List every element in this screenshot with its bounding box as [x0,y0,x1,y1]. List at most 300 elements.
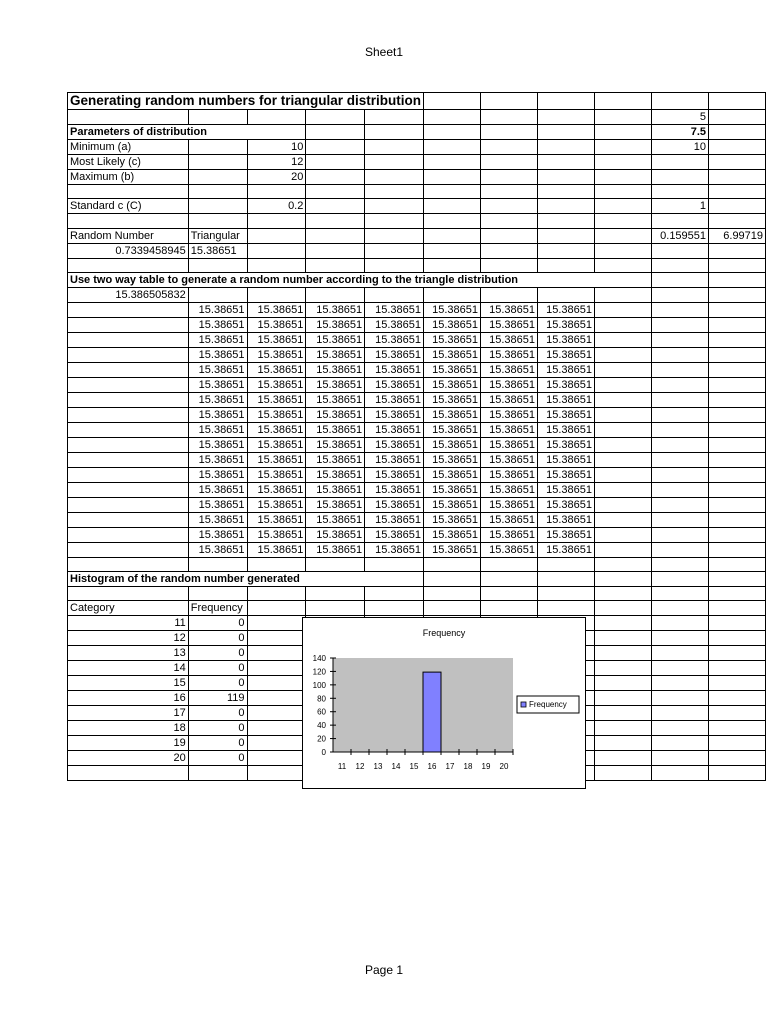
x-tick-label: 17 [445,762,455,771]
empty-cell [424,243,481,258]
empty-cell [595,93,652,110]
empty-cell [538,587,595,601]
empty-cell [709,377,766,392]
two-way-cell: 15.38651 [481,317,538,332]
two-way-cell: 15.38651 [247,467,306,482]
histogram-frequency: 0 [188,661,247,676]
two-way-cell: 15.38651 [365,527,424,542]
two-way-cell: 15.38651 [247,512,306,527]
two-way-row [68,452,766,467]
empty-cell [538,93,595,110]
two-way-row [68,302,766,317]
two-way-row [68,392,766,407]
empty-cell [595,258,652,272]
cell [68,377,189,392]
two-way-top-value: 15.386505832 [68,287,189,302]
sheet-row [68,587,766,601]
empty-cell [595,317,652,332]
empty-cell [652,467,709,482]
x-tick-label: 20 [499,762,509,771]
empty-cell [709,691,766,706]
empty-cell [595,527,652,542]
empty-cell [709,214,766,228]
two-way-cell: 15.38651 [538,302,595,317]
two-way-cell: 15.38651 [365,332,424,347]
two-way-cell: 15.38651 [188,482,247,497]
empty-cell [424,214,481,228]
empty-cell [68,587,189,601]
cell [424,199,481,214]
histogram-category: 19 [68,736,189,751]
cell [538,140,595,155]
side-value-top: 5 [652,110,709,125]
empty-cell [652,512,709,527]
empty-cell [424,572,481,587]
two-way-cell: 15.38651 [424,542,481,557]
empty-cell [306,185,365,199]
empty-cell [595,706,652,721]
empty-cell [709,736,766,751]
two-way-cell: 15.38651 [247,437,306,452]
empty-cell [652,661,709,676]
empty-cell [652,332,709,347]
histogram-frequency: 0 [188,616,247,631]
empty-cell [247,587,306,601]
empty-cell [709,93,766,110]
empty-cell [595,302,652,317]
two-way-cell: 15.38651 [188,407,247,422]
sheet-row [68,185,766,199]
empty-cell [538,557,595,571]
two-way-cell: 15.38651 [481,512,538,527]
two-way-cell: 15.38651 [188,467,247,482]
side-value-bold: 7.5 [652,125,709,140]
two-way-cell: 15.38651 [188,512,247,527]
two-way-cell: 15.38651 [481,347,538,362]
empty-cell [424,185,481,199]
cell [68,512,189,527]
two-way-cell: 15.38651 [481,302,538,317]
empty-cell [595,243,652,258]
two-way-row [68,512,766,527]
empty-cell [652,766,709,780]
cell [595,110,652,125]
two-way-cell: 15.38651 [247,542,306,557]
two-way-cell: 15.38651 [538,347,595,362]
two-way-cell: 15.38651 [481,497,538,512]
two-way-cell: 15.38651 [481,467,538,482]
two-way-cell: 15.38651 [188,377,247,392]
histogram-category: 16 [68,691,189,706]
empty-cell [652,542,709,557]
empty-cell [538,287,595,302]
empty-cell [709,317,766,332]
empty-cell [652,407,709,422]
sheet-row [68,228,766,243]
cell [365,125,424,140]
empty-cell [652,616,709,631]
two-way-cell: 15.38651 [424,467,481,482]
two-way-cell: 15.38651 [306,437,365,452]
empty-cell [652,631,709,646]
x-tick-label: 12 [355,762,365,771]
empty-cell [709,467,766,482]
x-tick-label: 18 [463,762,473,771]
histogram-heading: Histogram of the random number generated [68,572,424,587]
two-way-cell: 15.38651 [538,317,595,332]
two-way-cell: 15.38651 [247,377,306,392]
two-way-cell: 15.38651 [306,527,365,542]
two-way-cell: 15.38651 [365,452,424,467]
cell [68,452,189,467]
empty-cell [595,736,652,751]
empty-cell [68,557,189,571]
two-way-cell: 15.38651 [424,302,481,317]
rn-side-value-1: 0.159551 [652,228,709,243]
two-way-cell: 15.38651 [424,407,481,422]
cell [68,542,189,557]
two-way-cell: 15.38651 [306,347,365,362]
cell [188,199,247,214]
empty-cell [709,287,766,302]
two-way-cell: 15.38651 [365,467,424,482]
two-way-row [68,467,766,482]
empty-cell [306,243,365,258]
cell [365,228,424,243]
empty-cell [709,452,766,467]
cell [68,317,189,332]
cell [481,199,538,214]
two-way-row [68,497,766,512]
two-way-cell: 15.38651 [538,362,595,377]
cell [68,110,189,125]
empty-cell [247,751,306,766]
two-way-cell: 15.38651 [365,362,424,377]
empty-cell [481,557,538,571]
x-tick-label: 14 [391,762,401,771]
two-way-cell: 15.38651 [424,512,481,527]
random-number-value: 0.7339458945 [68,243,189,258]
bar-16 [423,672,441,752]
empty-cell [481,214,538,228]
frequency-header: Frequency [188,601,247,616]
empty-cell [481,185,538,199]
two-way-cell: 15.38651 [481,452,538,467]
two-way-cell: 15.38651 [538,527,595,542]
empty-cell [247,736,306,751]
empty-cell [306,258,365,272]
empty-cell [595,572,652,587]
empty-cell [709,676,766,691]
histogram-frequency: 0 [188,706,247,721]
two-way-cell: 15.38651 [247,347,306,362]
empty-cell [709,407,766,422]
param-value: 20 [247,170,306,185]
two-way-cell: 15.38651 [247,362,306,377]
two-way-cell: 15.38651 [481,332,538,347]
cell [595,140,652,155]
two-way-cell: 15.38651 [424,482,481,497]
cell [68,467,189,482]
sheet-title: Generating random numbers for triangular distribution [68,93,424,110]
empty-cell [595,170,652,185]
empty-cell [595,676,652,691]
cell [68,332,189,347]
empty-cell [709,437,766,452]
two-way-cell: 15.38651 [538,497,595,512]
two-way-cell: 15.38651 [424,347,481,362]
cell [538,125,595,140]
param-row [68,170,766,185]
empty-cell [652,676,709,691]
two-way-cell: 15.38651 [365,422,424,437]
two-way-cell: 15.38651 [365,542,424,557]
two-way-cell: 15.38651 [538,542,595,557]
y-tick-label: 100 [312,680,326,690]
frequency-chart [302,617,586,789]
empty-cell [595,557,652,571]
sheet-row [68,125,766,140]
y-tick-label: 40 [317,721,326,731]
y-tick-label: 140 [312,654,326,663]
empty-cell [188,258,247,272]
empty-cell [595,601,652,616]
two-way-cell: 15.38651 [365,407,424,422]
two-way-cell: 15.38651 [306,377,365,392]
two-way-cell: 15.38651 [188,452,247,467]
empty-cell [538,170,595,185]
empty-cell [595,347,652,362]
empty-cell [68,766,189,780]
empty-cell [247,214,306,228]
legend-swatch [521,702,526,707]
empty-cell [652,377,709,392]
standard-side-value: 1 [652,199,709,214]
random-number-label: Random Number [68,228,189,243]
empty-cell [652,317,709,332]
histogram-frequency: 119 [188,691,247,706]
empty-cell [247,258,306,272]
empty-cell [306,601,365,616]
two-way-cell: 15.38651 [424,452,481,467]
x-tick-label: 19 [481,762,491,771]
two-way-cell: 15.38651 [538,482,595,497]
cell [306,199,365,214]
empty-cell [365,214,424,228]
empty-cell [709,751,766,766]
empty-cell [595,377,652,392]
histogram-category: 18 [68,721,189,736]
two-way-heading: Use two way table to generate a random number according to the triangle distribution [68,272,652,287]
two-way-cell: 15.38651 [188,497,247,512]
empty-cell [709,766,766,780]
empty-cell [424,155,481,170]
empty-cell [709,347,766,362]
empty-cell [709,542,766,557]
two-way-row [68,407,766,422]
page-footer: Page 1 [364,963,404,977]
cell [538,228,595,243]
two-way-cell: 15.38651 [188,362,247,377]
empty-cell [424,601,481,616]
empty-cell [424,587,481,601]
sheet-row [68,258,766,272]
two-way-cell: 15.38651 [306,542,365,557]
two-way-cell: 15.38651 [247,482,306,497]
cell [595,199,652,214]
empty-cell [595,766,652,780]
cell [68,422,189,437]
empty-cell [595,362,652,377]
empty-cell [709,721,766,736]
empty-cell [306,287,365,302]
cell [68,347,189,362]
two-way-cell: 15.38651 [481,542,538,557]
histogram-category: 13 [68,646,189,661]
y-tick-label: 20 [317,734,326,744]
empty-cell [188,557,247,571]
empty-cell [652,155,709,170]
empty-cell [247,706,306,721]
two-way-cell: 15.38651 [481,437,538,452]
empty-cell [709,362,766,377]
cell [595,125,652,140]
cell [365,199,424,214]
two-way-cell: 15.38651 [365,317,424,332]
two-way-cell: 15.38651 [481,527,538,542]
empty-cell [306,557,365,571]
param-label: Minimum (a) [68,140,189,155]
two-way-cell: 15.38651 [306,422,365,437]
cell [68,497,189,512]
empty-cell [306,170,365,185]
cell [188,110,247,125]
empty-cell [652,287,709,302]
cell [306,140,365,155]
empty-cell [595,155,652,170]
empty-cell [306,587,365,601]
two-way-cell: 15.38651 [247,392,306,407]
empty-cell [652,721,709,736]
param-label: Maximum (b) [68,170,189,185]
empty-cell [595,751,652,766]
two-way-cell: 15.38651 [188,347,247,362]
two-way-cell: 15.38651 [365,482,424,497]
empty-cell [306,214,365,228]
empty-cell [188,587,247,601]
two-way-cell: 15.38651 [306,332,365,347]
two-way-cell: 15.38651 [306,467,365,482]
cell [68,302,189,317]
empty-cell [247,616,306,631]
standard-label: Standard c (C) [68,199,189,214]
empty-cell [365,170,424,185]
sheet-row [68,272,766,287]
empty-cell [709,199,766,214]
cell [68,392,189,407]
empty-cell [481,258,538,272]
two-way-cell: 15.38651 [306,452,365,467]
two-way-cell: 15.38651 [306,392,365,407]
empty-cell [652,437,709,452]
histogram-frequency: 0 [188,676,247,691]
two-way-cell: 15.38651 [424,332,481,347]
params-heading: Parameters of distribution [68,125,306,140]
empty-cell [365,287,424,302]
y-tick-label: 120 [312,667,326,677]
cell [424,228,481,243]
empty-cell [424,258,481,272]
two-way-row [68,482,766,497]
empty-cell [247,646,306,661]
two-way-cell: 15.38651 [188,392,247,407]
two-way-cell: 15.38651 [365,512,424,527]
empty-cell [595,631,652,646]
two-way-cell: 15.38651 [306,482,365,497]
param-row [68,140,766,155]
empty-cell [709,631,766,646]
empty-cell [595,185,652,199]
empty-cell [652,214,709,228]
empty-cell [652,587,709,601]
two-way-cell: 15.38651 [306,497,365,512]
two-way-cell: 15.38651 [247,422,306,437]
empty-cell [247,631,306,646]
cell [68,407,189,422]
two-way-cell: 15.38651 [424,437,481,452]
title-row [68,93,766,110]
two-way-cell: 15.38651 [365,377,424,392]
two-way-cell: 15.38651 [424,392,481,407]
category-header: Category [68,601,189,616]
empty-cell [595,452,652,467]
two-way-cell: 15.38651 [424,362,481,377]
cell [424,110,481,125]
empty-cell [365,185,424,199]
empty-cell [709,110,766,125]
empty-cell [652,527,709,542]
cell [68,527,189,542]
empty-cell [709,587,766,601]
sheet-row [68,287,766,302]
empty-cell [652,258,709,272]
empty-cell [481,287,538,302]
two-way-cell: 15.38651 [424,497,481,512]
two-way-cell: 15.38651 [306,317,365,332]
empty-cell [652,751,709,766]
empty-cell [365,601,424,616]
empty-cell [652,572,709,587]
two-way-cell: 15.38651 [538,437,595,452]
empty-cell [538,243,595,258]
y-tick-label: 0 [321,748,326,757]
empty-cell [595,512,652,527]
two-way-cell: 15.38651 [424,377,481,392]
empty-cell [68,185,189,199]
sheet-row [68,110,766,125]
two-way-cell: 15.38651 [247,527,306,542]
empty-cell [652,243,709,258]
empty-cell [481,243,538,258]
two-way-cell: 15.38651 [188,317,247,332]
empty-cell [652,497,709,512]
empty-cell [595,616,652,631]
empty-cell [652,736,709,751]
empty-cell [481,572,538,587]
param-value: 10 [247,140,306,155]
two-way-cell: 15.38651 [365,497,424,512]
two-way-cell: 15.38651 [481,377,538,392]
